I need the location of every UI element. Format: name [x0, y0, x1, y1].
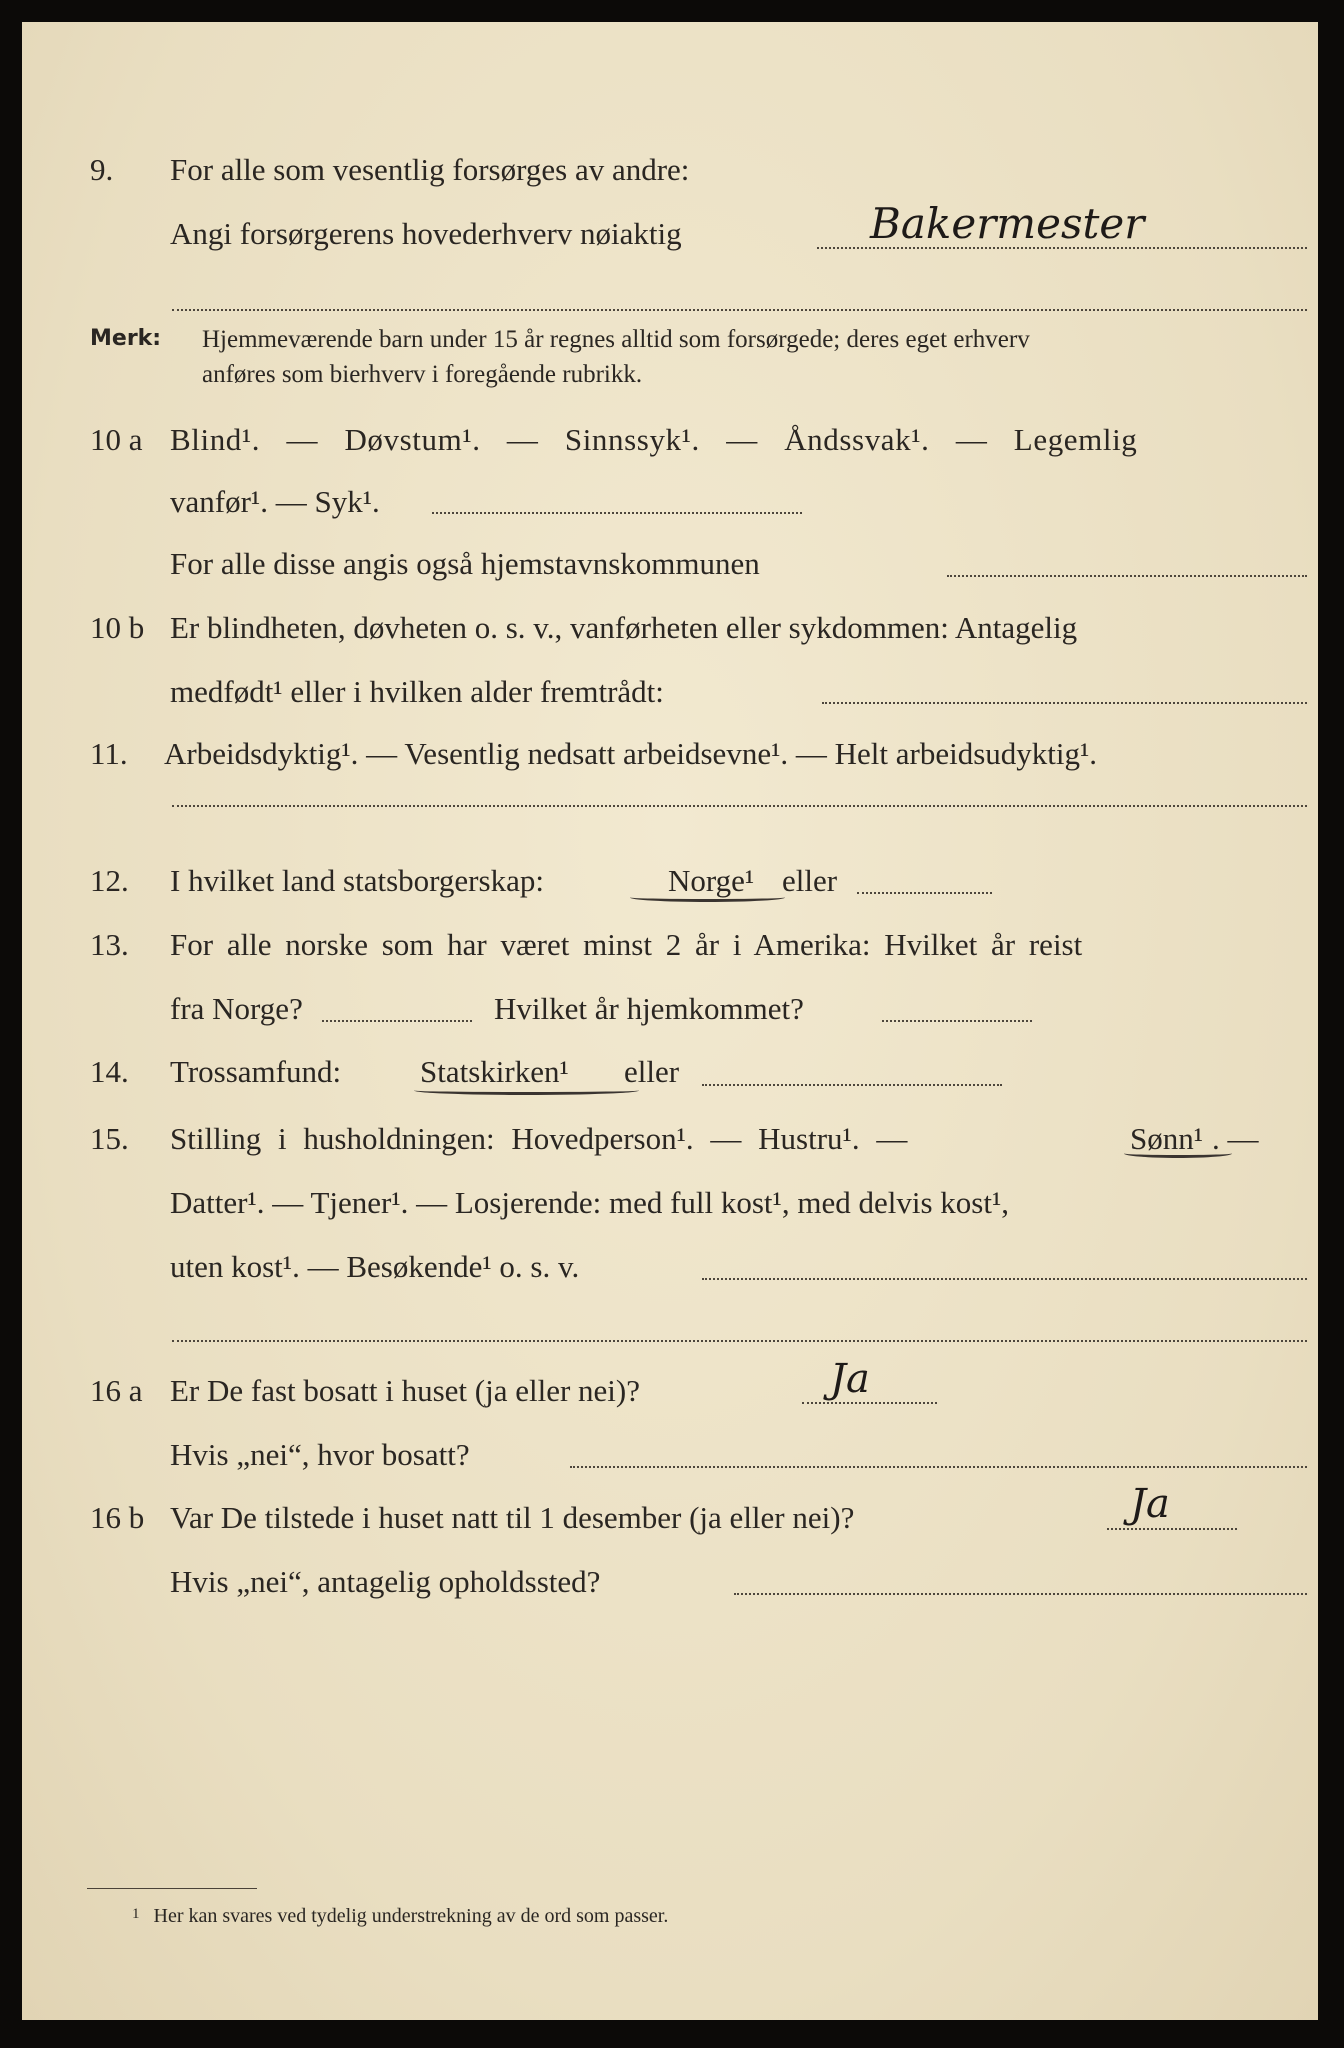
q9-text-1: For alle som vesentlig forsørges av andre:: [170, 152, 690, 187]
q11-extra-line: [172, 805, 1307, 807]
q12-norge-underline: [630, 893, 785, 902]
footnote: [132, 1905, 668, 1928]
q9-handwritten-answer: Bakermester: [870, 199, 1145, 248]
q9-text-2: Angi forsørgerens hovederhverv nøiaktig: [170, 216, 682, 251]
q12-text: I hvilket land statsborgerskap:: [170, 863, 544, 898]
q16a-answer-line: [802, 1402, 937, 1404]
q16a-residence-line: [570, 1466, 1307, 1468]
q16a-text-1: Er De fast bosatt i huset (ja eller nei)?: [170, 1373, 640, 1408]
q13-text-2a: fra Norge?: [170, 991, 303, 1026]
q15-choice-sonn: Sønn¹: [1130, 1121, 1204, 1156]
q13-year-left-line: [322, 1020, 472, 1022]
q14-number: 14.: [90, 1054, 129, 1089]
q16b-handwritten-answer: Ja: [1130, 1481, 1170, 1527]
q15-text-1a: Stilling i husholdningen: Hovedperson¹. — Hustru¹. —: [170, 1121, 908, 1156]
q16b-text-1: Var De tilstede i huset natt til 1 desember (ja eller nei)?: [170, 1500, 855, 1535]
q14-statskirken-underline: [414, 1086, 639, 1095]
q10a-sick-line: [432, 512, 802, 514]
footnote-text: Her kan svares ved tydelig understrekning av de ord som passer.: [153, 1905, 669, 1927]
footnote-mark: 1: [132, 1906, 140, 1922]
merk-text-1: Hjemmeværende barn under 15 år regnes alltid som forsørgede; deres eget erhverv: [202, 326, 1030, 353]
q13-number: 13.: [90, 927, 129, 962]
merk-text-2: anføres som bierhverv i foregående rubrikk.: [202, 361, 643, 388]
census-form-page: [22, 22, 1318, 2020]
q15-answer-line: [702, 1278, 1307, 1280]
footnote-rule: [87, 1888, 257, 1889]
q12-choice-norge: Norge¹: [668, 863, 755, 898]
q15-number: 15.: [90, 1121, 129, 1156]
q15-text-3: uten kost¹. — Besøkende¹ o. s. v.: [170, 1249, 580, 1284]
q14-answer-line: [702, 1084, 1002, 1086]
q16b-number: 16 b: [90, 1500, 145, 1535]
q12-number: 12.: [90, 863, 129, 898]
q10b-text-2: medfødt¹ eller i hvilken alder fremtrådt:: [170, 674, 664, 709]
q10a-municipality-line: [947, 575, 1307, 577]
merk-label: Merk:: [90, 326, 162, 351]
q10b-number: 10 b: [90, 610, 145, 645]
q12-tail: eller: [782, 863, 838, 898]
q16a-number: 16 a: [90, 1373, 143, 1408]
q11-text-1: Arbeidsdyktig¹. — Vesentlig nedsatt arbeidsevne¹. — Helt arbeidsudyktig¹.: [164, 736, 1098, 771]
q16a-handwritten-answer: Ja: [830, 1356, 870, 1402]
q9-extra-line: [172, 309, 1307, 311]
q13-year-returned-line: [882, 1020, 1032, 1022]
q10a-number: 10 a: [90, 422, 143, 457]
q15-extra-line: [172, 1340, 1307, 1342]
q9-number: 9.: [90, 152, 114, 187]
q11-number: 11.: [90, 736, 128, 771]
q16b-answer-line: [1107, 1528, 1237, 1530]
q15-text-1c: . —: [1212, 1121, 1259, 1156]
q12-answer-line: [857, 892, 992, 894]
q16a-text-2: Hvis „nei“, hvor bosatt?: [170, 1437, 470, 1472]
q10a-text-1: Blind¹. — Døvstum¹. — Sinnssyk¹. — Åndssvak¹. — Legemlig: [170, 422, 1138, 457]
q10b-answer-line: [822, 702, 1307, 704]
q14-tail: eller: [624, 1054, 680, 1089]
q10a-text-3: For alle disse angis også hjemstavnskommunen: [170, 546, 760, 581]
q10a-text-2: vanfør¹. — Syk¹.: [170, 484, 380, 519]
q16b-text-2: Hvis „nei“, antagelig opholdssted?: [170, 1564, 601, 1599]
q13-text-2b: Hvilket år hjemkommet?: [494, 991, 804, 1026]
q16b-location-line: [734, 1593, 1307, 1595]
q13-text-1: For alle norske som har været minst 2 år i Amerika: Hvilket år reist: [170, 927, 1083, 962]
q10b-text-1: Er blindheten, døvheten o. s. v., vanførheten eller sykdommen: Antagelig: [170, 610, 1078, 645]
q15-text-2: Datter¹. — Tjener¹. — Losjerende: med full kost¹, med delvis kost¹,: [170, 1185, 1009, 1220]
q14-choice-statskirken: Statskirken¹: [420, 1054, 569, 1089]
q14-text: Trossamfund:: [170, 1054, 342, 1089]
q15-sonn-underline: [1124, 1149, 1232, 1158]
